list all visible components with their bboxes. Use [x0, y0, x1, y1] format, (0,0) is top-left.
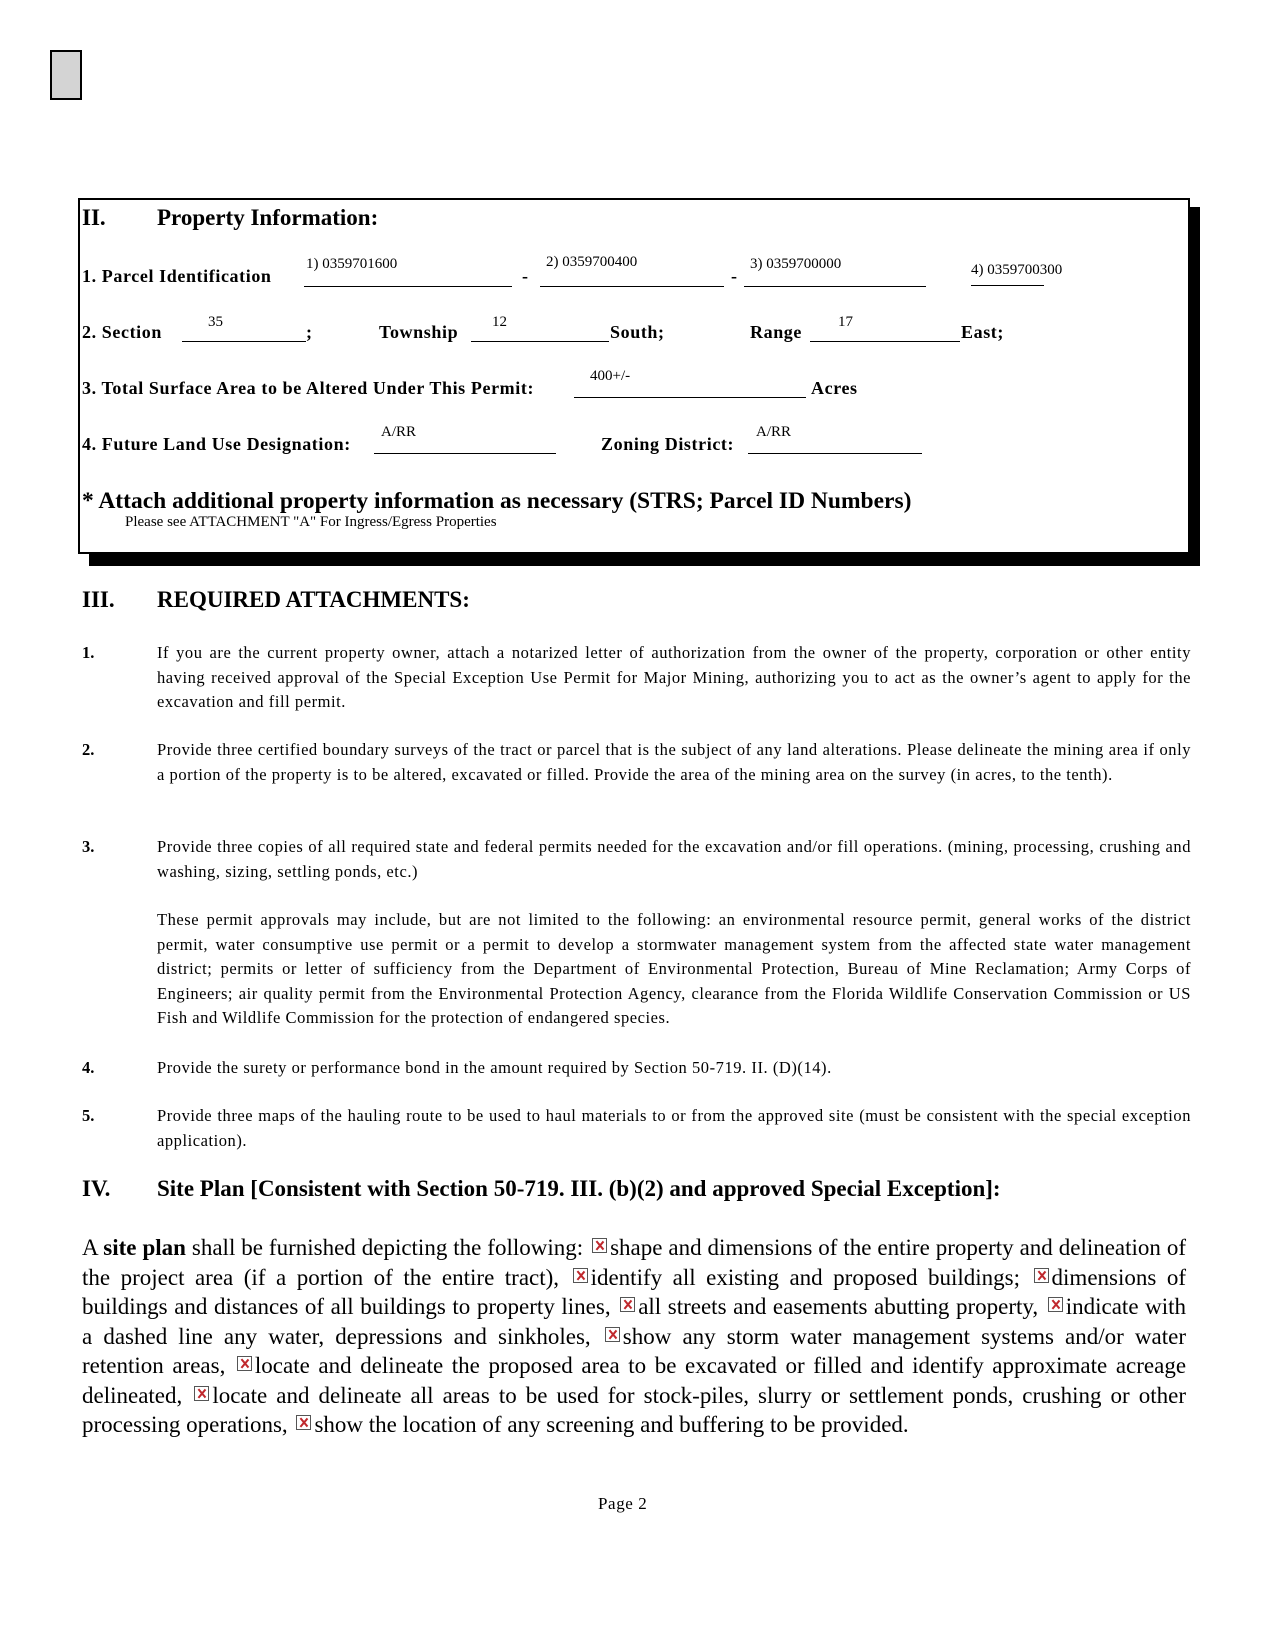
checkbox-x-icon[interactable] — [605, 1327, 620, 1342]
parcel-dash-2: - — [731, 266, 738, 286]
checkbox-x-icon[interactable] — [1034, 1268, 1049, 1283]
section-line — [182, 341, 306, 342]
section-ii-numeral: II. — [82, 205, 106, 230]
section-ii-title: Property Information: — [157, 205, 379, 230]
south-label: South; — [610, 322, 665, 342]
section-sep: ; — [306, 322, 313, 342]
range-value: 17 — [838, 314, 853, 330]
checkbox-x-icon[interactable] — [573, 1268, 588, 1283]
landuse-line — [374, 453, 556, 454]
site-plan-item-3: dimensions of buildings and distances of all buildings to property lines, — [82, 1264, 1186, 1319]
east-label: East; — [961, 322, 1004, 342]
site-plan-item-8: locate and delineate all areas to be used for stock-piles, slurry or settlement ponds, crushing or other processing operations, — [82, 1382, 1186, 1437]
parcel-dash-1: - — [522, 266, 529, 286]
site-plan-item-2: identify all existing and proposed buildings; — [590, 1264, 1021, 1290]
zoning-line — [748, 453, 922, 454]
page-marker-box — [50, 50, 82, 100]
attachment-1-number: 1. — [82, 643, 95, 662]
parcel-id-2: 2) 0359700400 — [546, 254, 638, 270]
area-value: 400+/- — [590, 368, 631, 384]
township-line — [471, 341, 609, 342]
attachment-3-detail: These permit approvals may include, but are not limited to the following: an environmental resource permit, general works of the district permit, water consumptive use permit or a permit to develop a stormwater management system from the affected state water management district; permits or letter of sufficiency from the Department of Environmental Protection, Bureau of Mine Reclamation; Army Corps of Engineers; air quality permit from the Environmental Protection Agency, clearance from the Florida Wildlife Conservation Commission or US Fish and Wildlife Commission for the protection of endangered species. — [157, 910, 1191, 1027]
attach-note: * Attach additional property information as necessary (STRS; Parcel ID Numbers) — [82, 488, 912, 514]
area-line — [574, 397, 806, 398]
landuse-label: 4. Future Land Use Designation: — [82, 434, 351, 454]
site-plan-intro-rest: shall be furnished depicting the following: — [191, 1235, 584, 1260]
site-plan-intro-bold: site plan — [103, 1235, 186, 1260]
section-iii-numeral: III. — [82, 587, 115, 612]
section-label: 2. Section — [82, 322, 162, 342]
site-plan-item-6: show any storm water management systems and/or water retention areas, — [82, 1323, 1186, 1378]
site-plan-item-5: indicate with a dashed line any water, depressions and sinkholes, — [82, 1294, 1187, 1349]
checkbox-x-icon[interactable] — [296, 1415, 311, 1430]
checkbox-x-icon[interactable] — [194, 1386, 209, 1401]
checkbox-x-icon[interactable] — [592, 1238, 607, 1253]
township-label: Township — [379, 322, 459, 342]
parcel-id-4-line — [971, 285, 1044, 286]
zoning-value: A/RR — [756, 424, 792, 440]
parcel-id-1-line — [304, 286, 512, 287]
site-plan-item-1: shape and dimensions of the entire property and delineation of the project area (if a portion of the entire tract), — [82, 1235, 1187, 1290]
parcel-id-2-line — [540, 286, 724, 287]
area-label: 3. Total Surface Area to be Altered Under This Permit: — [82, 378, 535, 398]
landuse-value: A/RR — [381, 424, 417, 440]
checkbox-x-icon[interactable] — [237, 1356, 252, 1371]
attachment-4-text: Provide the surety or performance bond in the amount required by Section 50-719. II. (D)(14). — [157, 1058, 832, 1077]
attachment-4-number: 4. — [82, 1058, 95, 1077]
site-plan-intro-a: A — [82, 1235, 98, 1260]
checkbox-x-icon[interactable] — [620, 1297, 635, 1312]
zoning-label: Zoning District: — [601, 434, 735, 454]
attachment-5-text: Provide three maps of the hauling route to be used to haul materials to or from the approved site (must be consistent with the special exception application). — [157, 1106, 1191, 1150]
attachment-2-text: Provide three certified boundary surveys of the tract or parcel that is the subject of any land alterations. Please delineate the mining area if only a portion of the property is to be altered, excavated or filled. Provide the area of the mining area on the survey (in acres, to the tenth). — [157, 740, 1191, 784]
site-plan-item-7: locate and delineate the proposed area to be excavated or filled and identify approximate acreage delineated, — [82, 1353, 1187, 1408]
section-iv-numeral: IV. — [82, 1176, 111, 1201]
parcel-id-label: 1. Parcel Identification — [82, 266, 272, 286]
site-plan-item-4: all streets and easements abutting property, — [638, 1294, 1039, 1319]
section-value: 35 — [208, 314, 223, 330]
township-value: 12 — [492, 314, 507, 330]
attachment-1-text: If you are the current property owner, attach a notarized letter of authorization from the owner of the property, corporation or other entity having received approval of the Special Exception Use Permit for Major Mining, authorizing you to act as the owner’s agent to apply for the excavation and fill permit. — [157, 643, 1191, 711]
section-iv-title: Site Plan [Consistent with Section 50-719. III. (b)(2) and approved Special Exception]: — [157, 1176, 1001, 1201]
parcel-id-3: 3) 0359700000 — [750, 256, 842, 272]
range-label: Range — [750, 322, 802, 342]
ingress-note: Please see ATTACHMENT "A" For Ingress/Egress Properties — [125, 514, 497, 530]
attachment-3-number: 3. — [82, 837, 95, 856]
site-plan-paragraph — [82, 1233, 1186, 1440]
page-number: Page 2 — [598, 1494, 648, 1513]
parcel-id-3-line — [744, 286, 926, 287]
parcel-id-4: 4) 0359700300 — [971, 262, 1063, 278]
attachment-3-text: Provide three copies of all required state and federal permits needed for the excavation and/or fill operations. (mining, processing, crushing and washing, sizing, settling ponds, etc.) — [157, 837, 1191, 881]
attachment-5-number: 5. — [82, 1106, 95, 1125]
parcel-id-1: 1) 0359701600 — [306, 256, 398, 272]
section-iii-title: REQUIRED ATTACHMENTS: — [157, 587, 470, 612]
attachment-2-number: 2. — [82, 740, 95, 759]
range-line — [810, 341, 960, 342]
site-plan-item-9: show the location of any screening and buffering to be provided. — [314, 1412, 909, 1437]
checkbox-x-icon[interactable] — [1048, 1297, 1063, 1312]
area-unit: Acres — [811, 378, 858, 398]
